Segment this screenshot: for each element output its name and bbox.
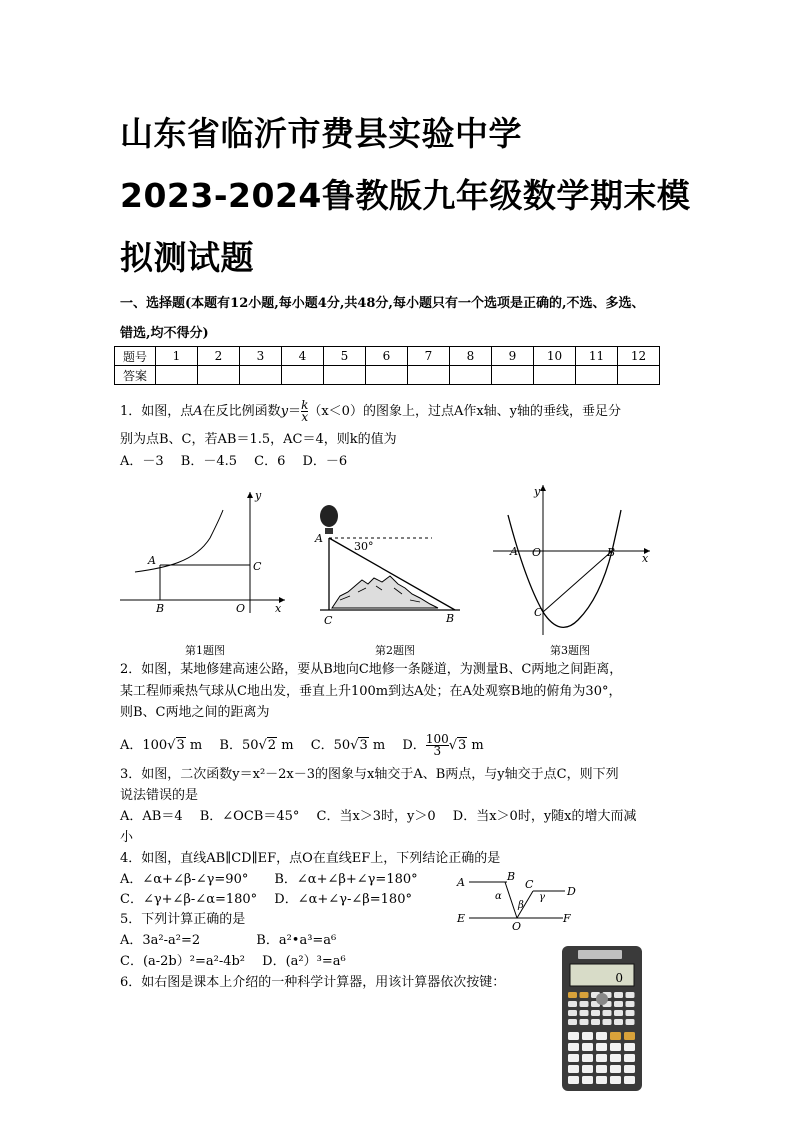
- question-4-line-1: 4．如图，直线AB∥CD∥EF，点O在直线EF上，下列结论正确的是: [120, 851, 501, 866]
- fig3-label-b: B: [607, 546, 616, 559]
- figure-3-caption: 第3题图: [550, 644, 590, 657]
- calculator-number-key: [596, 1076, 607, 1084]
- fig4-label-beta: β: [518, 900, 524, 911]
- question-2-options: A．100√3 m B．50√2 m C．50√3 m D．$\frac{100}{3}$ √3 m: [120, 732, 484, 758]
- calculator-number-key: [596, 1032, 607, 1040]
- question-1-line-1: [120, 400, 621, 423]
- page-title-line-1: 山东省临沂市费县实验中学: [120, 114, 522, 153]
- answer-table-number: 2: [198, 347, 240, 366]
- calculator-number-key: [596, 1065, 607, 1073]
- q2-option-b: B．50: [219, 738, 259, 753]
- calculator-number-key: [610, 1054, 621, 1062]
- q2-option-b-radicand: 2: [267, 738, 277, 753]
- fig4-segment-bo: [505, 882, 517, 918]
- calculator-function-key: [614, 992, 623, 998]
- question-5-options-cd: C．(a-2b）²=a²-4b² D．(a²）³=a⁶: [120, 954, 346, 969]
- calculator-number-key: [582, 1043, 593, 1051]
- calculator-number-key: [568, 1054, 579, 1062]
- q2-option-d-fraction: [426, 734, 449, 757]
- q1-text: 在反比例函数: [202, 404, 281, 419]
- fig2-label-c: C: [324, 614, 333, 627]
- answer-cell[interactable]: [534, 366, 576, 385]
- answer-table-number: 11: [576, 347, 618, 366]
- calculator-function-key: [626, 992, 635, 998]
- fig1-label-c: C: [253, 560, 262, 573]
- q2-option-a-radicand: 3: [176, 738, 185, 753]
- fig1-label-x: x: [275, 602, 282, 615]
- section-heading-line-2: 错选,均不得分): [120, 326, 209, 341]
- section-heading-line-1: 一、选择题(本题有12小题,每小题4分,共48分,每小题只有一个选项是正确的,不选、多选、: [120, 296, 645, 311]
- q2-option-d-num: 100: [425, 732, 449, 746]
- calculator-number-key: [568, 1032, 579, 1040]
- fig3-label-c: C: [534, 606, 543, 619]
- calculator-function-key: [626, 1019, 635, 1025]
- fig2-mountain: [332, 576, 438, 608]
- calculator-number-key: [568, 1043, 579, 1051]
- fig4-label-alpha: α: [495, 891, 502, 902]
- calculator-function-key: [591, 1019, 600, 1025]
- calculator-function-key: [580, 1010, 589, 1016]
- figure-2-caption: 第2题图: [375, 644, 415, 657]
- q1-fraction-den: x: [301, 410, 309, 424]
- fig3-label-a: A: [510, 545, 518, 558]
- calculator-number-key: [610, 1043, 621, 1051]
- fig3-label-o: O: [532, 546, 542, 559]
- q1-text: 1．如图，点: [120, 404, 194, 419]
- q1-equals: ＝: [288, 404, 302, 419]
- answer-table-number: 5: [324, 347, 366, 366]
- question-3-line-2: 说法错误的是: [120, 788, 199, 803]
- question-4-options-cd: C．∠γ+∠β-∠α=180° D．∠α+∠γ-∠β=180°: [120, 892, 412, 907]
- answer-table-number: 12: [618, 347, 660, 366]
- q2-option-a: A．100: [120, 738, 168, 753]
- calculator-function-key: [568, 992, 577, 998]
- answer-table-number: 4: [282, 347, 324, 366]
- q2-option-a-unit: m: [185, 738, 216, 753]
- answer-cell[interactable]: [576, 366, 618, 385]
- calculator-solar-panel: [578, 950, 622, 959]
- calculator-function-key: [626, 1001, 635, 1007]
- calculator-function-key: [614, 1010, 623, 1016]
- calculator-navigation-pad: [596, 993, 608, 1005]
- q1-var-y: y: [280, 404, 289, 419]
- answer-table-answer-row: [115, 366, 660, 385]
- answer-table: [114, 346, 660, 385]
- question-3-line-1: 3．如图，二次函数y＝x²－2x－3的图象与x轴交于A、B两点，与y轴交于点C，则下列: [120, 767, 619, 782]
- fig4-label-d: D: [567, 885, 576, 898]
- question-1-line-2: 别为点B、C，若AB＝1.5，AC＝4，则k的值为: [120, 432, 397, 447]
- fig1-y-arrow: [247, 492, 253, 498]
- question-5-line-1: 5．下列计算正确的是: [120, 912, 246, 927]
- calculator-number-key: [582, 1032, 593, 1040]
- fig1-label-y: y: [255, 489, 262, 502]
- q2-option-b-unit: m: [277, 738, 307, 753]
- q2-option-c-radicand: 3: [359, 738, 368, 753]
- fig3-parabola: [508, 510, 621, 627]
- calculator-number-key: [582, 1054, 593, 1062]
- figure-3: [490, 480, 655, 638]
- question-2-line-2: 某工程师乘热气球从C地出发，垂直上升100m到达A处；在A处观察B地的俯角为30°，: [120, 684, 622, 699]
- fig4-label-gamma: γ: [539, 892, 545, 903]
- q1-point-a: A: [193, 404, 203, 419]
- calculator-number-key: [624, 1065, 635, 1073]
- q1-text: （x＜0）的图象上，过点A作x轴、y轴的垂线，垂足分: [308, 404, 622, 419]
- q2-option-d: D．: [402, 738, 426, 753]
- calculator-function-key: [603, 1019, 612, 1025]
- q1-fraction-num: k: [301, 398, 309, 412]
- question-4-options-ab: A．∠α+∠β-∠γ=90° B．∠α+∠β+∠γ=180°: [120, 872, 418, 887]
- calculator-number-key: [610, 1065, 621, 1073]
- calculator-function-key: [626, 1010, 635, 1016]
- fig1-label-b: B: [156, 602, 165, 615]
- fig1-label-a: A: [148, 554, 156, 567]
- answer-table-header-label: 题号: [115, 347, 156, 366]
- calculator-number-key: [568, 1076, 579, 1084]
- q2-option-d-unit: m: [467, 738, 484, 753]
- question-2-line-1: 2．如图，某地修建高速公路，要从B地向C地修一条隧道，为测量B、C两地之间距离，: [120, 662, 623, 677]
- fig4-label-c: C: [525, 878, 534, 891]
- fig2-label-b: B: [446, 612, 455, 625]
- answer-cell[interactable]: [282, 366, 324, 385]
- figure-1: [115, 488, 290, 618]
- answer-cell[interactable]: [492, 366, 534, 385]
- answer-table-header-row: [115, 347, 660, 366]
- answer-cell[interactable]: [408, 366, 450, 385]
- fig4-label-b: B: [507, 870, 516, 883]
- answer-cell[interactable]: [324, 366, 366, 385]
- calculator-function-key: [568, 1001, 577, 1007]
- calculator-number-key: [624, 1076, 635, 1084]
- page-title-line-3: 拟测试题: [120, 238, 254, 277]
- hot-air-balloon-icon: [320, 505, 338, 534]
- question-3-options: A．AB＝4 B．∠OCB＝45° C．当x＞3时，y＞0 D．当x＞0时，y随x的增大而减: [120, 809, 637, 824]
- answer-table-number: 7: [408, 347, 450, 366]
- answer-cell[interactable]: [240, 366, 282, 385]
- fig2-label-a: A: [315, 532, 323, 545]
- calculator-number-key: [624, 1032, 635, 1040]
- figure-1-caption: 第1题图: [185, 644, 225, 657]
- fig3-y-arrow: [540, 485, 546, 491]
- calculator-display-value: 0: [615, 971, 623, 985]
- answer-table-number: 6: [366, 347, 408, 366]
- answer-table-number: 1: [156, 347, 198, 366]
- q2-option-d-radicand: 3: [458, 738, 467, 753]
- fig4-label-e: E: [457, 912, 466, 925]
- q2-option-c: C．50: [310, 738, 351, 753]
- question-1-options: A．－3 B．－4.5 C．6 D．－6: [120, 454, 348, 469]
- question-3-options-cont: 小: [120, 830, 134, 845]
- fig3-label-y: y: [534, 485, 541, 498]
- calculator-function-key: [603, 1010, 612, 1016]
- page-title-line-2: 2023-2024鲁教版九年级数学期末模: [120, 176, 691, 215]
- fig4-label-f: F: [563, 912, 571, 925]
- q2-option-d-den: 3: [426, 745, 449, 757]
- calculator-function-key: [568, 1019, 577, 1025]
- answer-cell[interactable]: [366, 366, 408, 385]
- answer-cell[interactable]: [156, 366, 198, 385]
- answer-table-answer-label: 答案: [115, 366, 156, 385]
- calculator-function-key: [580, 1019, 589, 1025]
- calculator-function-key: [568, 1010, 577, 1016]
- question-5-options-ab: A．3a²-a²=2 B．a²•a³=a⁶: [120, 933, 337, 948]
- calculator-number-key: [624, 1054, 635, 1062]
- figure-4: [455, 866, 595, 932]
- answer-table-number: 3: [240, 347, 282, 366]
- q2-option-c-unit: m: [368, 738, 399, 753]
- answer-cell[interactable]: [198, 366, 240, 385]
- calculator-function-key: [580, 1001, 589, 1007]
- answer-cell[interactable]: [618, 366, 660, 385]
- calculator-number-key: [610, 1032, 621, 1040]
- fig3-label-x: x: [642, 552, 649, 565]
- answer-table-number: 8: [450, 347, 492, 366]
- calculator-function-key: [580, 992, 589, 998]
- calculator-number-key: [582, 1065, 593, 1073]
- fig4-label-o: O: [512, 920, 522, 932]
- answer-table-number: 9: [492, 347, 534, 366]
- calculator-number-key: [596, 1043, 607, 1051]
- calculator-image: [560, 944, 645, 1094]
- calculator-function-key: [614, 1019, 623, 1025]
- calculator-display: [570, 964, 634, 986]
- fig2-angle-label: 30°: [354, 540, 374, 553]
- fig1-label-o: O: [236, 602, 246, 615]
- figure-2: [310, 500, 470, 628]
- calculator-number-key: [568, 1065, 579, 1073]
- calculator-number-key: [582, 1076, 593, 1084]
- calculator-number-key: [610, 1076, 621, 1084]
- calculator-number-key: [624, 1043, 635, 1051]
- question-2-line-3: 则B、C两地之间的距离为: [120, 705, 270, 720]
- answer-cell[interactable]: [450, 366, 492, 385]
- answer-table-number: 10: [534, 347, 576, 366]
- calculator-number-key: [596, 1054, 607, 1062]
- calculator-function-key: [614, 1001, 623, 1007]
- calculator-function-key: [591, 1010, 600, 1016]
- fig4-label-a: A: [457, 876, 465, 889]
- question-6-line-1: 6．如右图是课本上介绍的一种科学计算器，用该计算器依次按键：: [120, 975, 506, 990]
